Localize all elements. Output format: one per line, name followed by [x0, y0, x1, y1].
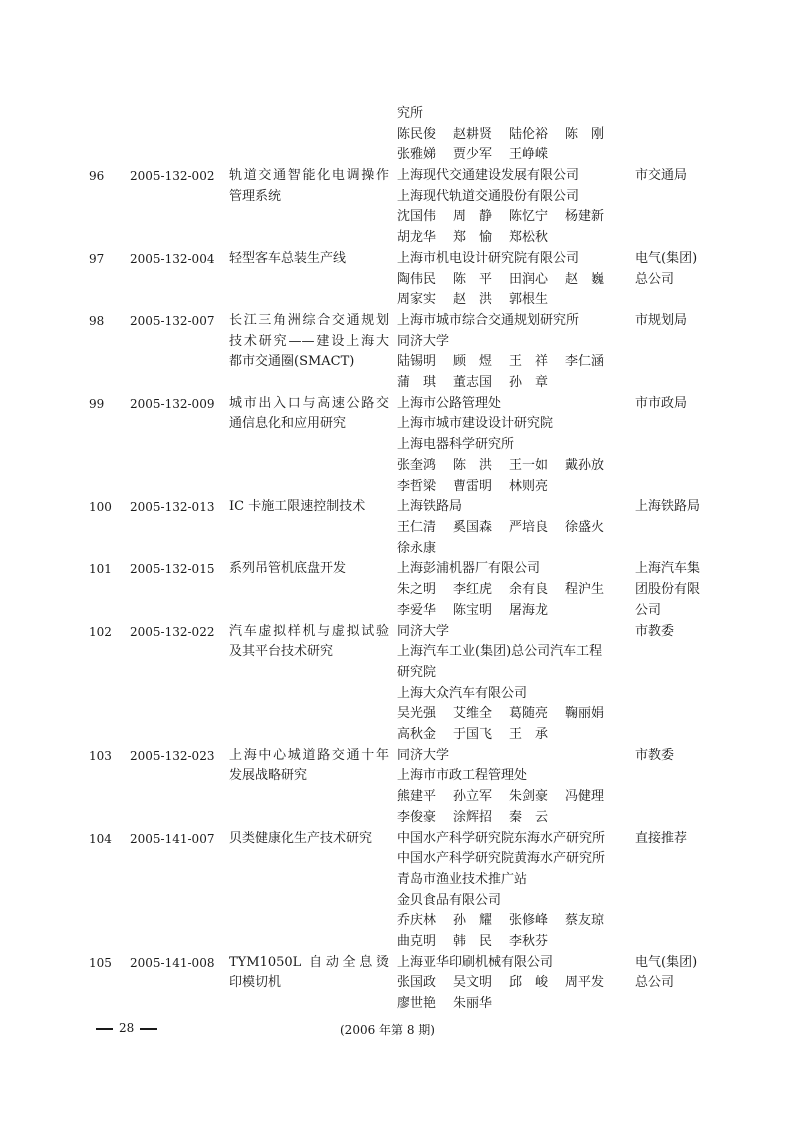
person-name: 蔡友琼: [565, 913, 605, 929]
person-name: 屠海龙: [509, 602, 549, 618]
person-name: 赵 洪: [453, 292, 493, 308]
title-line: 通信息化和应用研究: [229, 416, 347, 432]
person-name: 戴孙放: [565, 457, 605, 473]
recommender-line: 公司: [635, 602, 662, 618]
person-name: 陶伟民: [397, 271, 437, 287]
person-name: 吴文明: [453, 975, 493, 991]
entry-number: 97: [89, 251, 105, 266]
personnel-line: [397, 373, 604, 394]
recommender-line: 市市政局: [635, 395, 688, 411]
entry-recommender: [635, 746, 674, 767]
title-line: 上海中心城道路交通十年: [229, 747, 389, 763]
person-name: 王 祥: [509, 354, 549, 370]
person-name: 孙立军: [453, 789, 493, 805]
person-name: 熊建平: [397, 789, 437, 805]
recommender-line: 市教委: [635, 747, 675, 763]
entry-recommender: [635, 953, 697, 994]
person-name: 葛随亮: [509, 706, 549, 722]
person-name: 陈宝明: [453, 602, 493, 618]
recommender-line: 电气(集团): [635, 250, 698, 266]
person-name: 廖世艳: [397, 996, 437, 1012]
personnel-line: [397, 207, 604, 228]
person-name: 韩 民: [453, 933, 493, 949]
person-name: 王 承: [509, 726, 549, 742]
entry-organizations: [397, 166, 604, 249]
entry-code: 2005-132-023: [130, 748, 215, 763]
person-name: 陈 平: [453, 271, 493, 287]
entry-code: 2005-132-009: [130, 396, 215, 411]
title-line: 轻型客车总装生产线: [229, 250, 347, 266]
org-line: 上海市公路管理处: [397, 395, 502, 411]
org-line: 上海市城市建设设计研究院: [397, 416, 554, 432]
person-name: 赵 巍: [565, 271, 605, 287]
person-name: 孙 章: [509, 375, 549, 391]
entry-number: 103: [89, 748, 112, 763]
person-name: 艾维全: [453, 706, 493, 722]
person-name: 王一如: [509, 457, 549, 473]
continuation-org-column: [397, 104, 604, 166]
person-name: 涂辉招: [453, 809, 493, 825]
entry-number: 98: [89, 314, 105, 328]
title-line: 汽车虚拟样机与虚拟试验: [229, 623, 389, 639]
personnel-line: [397, 539, 604, 560]
personnel-line: [397, 787, 604, 808]
org-line: 中国水产科学研究院黄海水产研究所: [397, 851, 606, 867]
org-line: 上海现代交通建设发展有限公司: [397, 168, 580, 184]
entry-title: [229, 311, 389, 373]
recommender-line: 总公司: [635, 271, 675, 287]
person-name: 于国飞: [453, 726, 493, 742]
entry-code: 2005-141-008: [130, 955, 215, 970]
person-name: 贾少军: [453, 147, 493, 163]
person-name: 孙 耀: [453, 913, 493, 929]
person-name: 奚国森: [453, 519, 493, 535]
person-name: 李俊豪: [397, 809, 437, 825]
person-name: 徐盛火: [565, 519, 605, 535]
personnel-line: [397, 125, 604, 146]
person-name: 周 静: [453, 209, 493, 225]
person-name: 王峥嵘: [509, 147, 549, 163]
recommender-line: 直接推荐: [635, 830, 688, 846]
person-name: 李红虎: [453, 582, 493, 598]
entry-code: 2005-132-015: [130, 562, 215, 577]
entry-organizations: [397, 953, 604, 1015]
personnel-line: [397, 477, 604, 498]
org-line: 上海汽车工业(集团)总公司汽车工程: [397, 644, 603, 660]
entry-number: 100: [89, 500, 112, 515]
person-name: 陆锡明: [397, 354, 437, 370]
personnel-line: [397, 808, 604, 829]
person-name: 陈 刚: [565, 126, 605, 142]
entry-organizations: [397, 622, 604, 746]
person-name: 朱剑豪: [509, 789, 549, 805]
person-name: 程沪生: [565, 582, 605, 598]
person-name: 张修峰: [509, 913, 549, 929]
title-line: TYM1050L 自动全息烫: [229, 954, 389, 970]
person-name: 董志国: [453, 375, 493, 391]
dash-right: [140, 1028, 157, 1030]
person-name: 高秋金: [397, 726, 437, 742]
entry-recommender: [635, 166, 687, 187]
title-line: 及其平台技术研究: [229, 644, 334, 660]
entry-title: [229, 166, 389, 207]
entry-code: 2005-141-007: [130, 831, 215, 846]
title-line: 技术研究——建设上海大: [229, 333, 389, 349]
entry-organizations: [397, 829, 605, 953]
entry-recommender: [635, 829, 687, 850]
entry-organizations: [397, 746, 604, 829]
entry-recommender: [635, 497, 700, 518]
person-name: 周家实: [397, 292, 437, 308]
title-line: 印模切机: [229, 975, 282, 991]
person-name: 张国政: [397, 975, 437, 991]
org-line: 上海大众汽车有限公司: [397, 685, 528, 701]
entry-organizations: [397, 559, 604, 621]
org-line: 究所: [397, 106, 424, 121]
entry-organizations: [397, 249, 604, 311]
personnel-line: [397, 704, 604, 725]
entry-recommender: [635, 311, 687, 332]
entry-number: 99: [89, 396, 105, 411]
entry-title: [229, 829, 389, 850]
page-number-text: 28: [119, 1021, 135, 1035]
person-name: 陈 洪: [453, 457, 493, 473]
personnel-line: [397, 911, 605, 932]
entry-recommender: [635, 559, 700, 621]
entry-organizations: [397, 394, 604, 497]
person-name: 陈民俊: [397, 126, 437, 142]
entry-organizations: [397, 311, 604, 394]
entry-code: 2005-132-013: [130, 500, 215, 515]
org-line: 上海亚华印刷机械有限公司: [397, 954, 554, 970]
org-line: 青岛市渔业技术推广站: [397, 871, 528, 887]
person-name: 田润心: [509, 271, 549, 287]
recommender-line: 上海铁路局: [635, 499, 701, 515]
person-name: 陆伦裕: [509, 126, 549, 142]
person-name: 沈国伟: [397, 209, 437, 225]
org-line: 中国水产科学研究院东海水产研究所: [397, 830, 606, 846]
title-line: 都市交通圈(SMACT): [229, 354, 355, 370]
org-line: 上海电器科学研究所: [397, 437, 515, 453]
recommender-line: 市教委: [635, 623, 675, 639]
recommender-line: 团股份有限: [635, 582, 701, 598]
org-line: 上海彭浦机器厂有限公司: [397, 561, 541, 577]
personnel-line: [397, 270, 604, 291]
org-line: 同济大学: [397, 747, 450, 763]
person-name: 胡龙华: [397, 230, 437, 246]
org-line: 上海市市政工程管理处: [397, 768, 528, 784]
personnel-line: [397, 601, 604, 622]
recommender-line: 总公司: [635, 975, 675, 991]
org-line: 金贝食品有限公司: [397, 892, 502, 908]
entry-organizations: [397, 497, 604, 559]
person-name: 徐永康: [397, 540, 437, 556]
personnel-line: [397, 352, 604, 373]
org-line: 上海市机电设计研究院有限公司: [397, 250, 580, 266]
person-name: 郑 愉: [453, 230, 493, 246]
personnel-line: [397, 725, 604, 746]
title-line: 轨道交通智能化电调操作: [229, 168, 389, 184]
title-line: IC 卡施工限速控制技术: [229, 499, 366, 515]
entry-number: 104: [89, 831, 112, 846]
entry-code: 2005-132-007: [130, 314, 215, 328]
person-name: 朱之明: [397, 582, 437, 598]
entry-number: 96: [89, 169, 105, 184]
recommender-line: 上海汽车集: [635, 561, 701, 577]
recommender-line: 市交通局: [635, 168, 688, 184]
personnel-line: [397, 456, 604, 477]
person-name: 杨建新: [565, 209, 605, 225]
person-name: 周平发: [565, 975, 605, 991]
entry-recommender: [635, 394, 687, 415]
entry-number: 105: [89, 955, 112, 970]
org-line: 研究院: [397, 664, 437, 680]
personnel-line: [397, 932, 605, 953]
personnel-line: [397, 145, 604, 166]
entry-number: 102: [89, 624, 112, 639]
personnel-line: [397, 973, 604, 994]
person-name: 秦 云: [509, 809, 549, 825]
person-name: 邱 峻: [509, 975, 549, 991]
org-line: 同济大学: [397, 333, 450, 349]
person-name: 李秋芬: [509, 933, 549, 949]
dash-left: [96, 1028, 113, 1030]
recommender-line: 市规划局: [635, 313, 688, 328]
person-name: 林则亮: [509, 478, 549, 494]
title-line: 发展战略研究: [229, 768, 308, 784]
page-number: [90, 1021, 163, 1035]
title-line: 贝类健康化生产技术研究: [229, 830, 373, 846]
org-line: 上海铁路局: [397, 499, 463, 515]
person-name: 郑松秋: [509, 230, 549, 246]
entry-code: 2005-132-002: [130, 169, 215, 184]
person-name: 蒲 琪: [397, 375, 437, 391]
person-name: 余有良: [509, 582, 549, 598]
person-name: 王仁清: [397, 519, 437, 535]
person-name: 严培良: [509, 519, 549, 535]
person-name: 曹雷明: [453, 478, 493, 494]
person-name: 张雅娣: [397, 147, 437, 163]
person-name: 张奎鸿: [397, 457, 437, 473]
person-name: 鞠丽娟: [565, 706, 605, 722]
entry-title: [229, 497, 389, 518]
recommender-line: 电气(集团): [635, 954, 698, 970]
entry-title: [229, 559, 389, 580]
org-line: 上海市城市综合交通规划研究所: [397, 313, 580, 328]
entry-recommender: [635, 249, 697, 290]
person-name: 郭根生: [509, 292, 549, 308]
page-footer: [0, 1021, 793, 1041]
org-line: 同济大学: [397, 623, 450, 639]
entry-number: 101: [89, 562, 112, 577]
title-line: 长江三角洲综合交通规划: [229, 313, 389, 328]
title-line: 系列吊管机底盘开发: [229, 561, 347, 577]
title-line: 管理系统: [229, 188, 282, 204]
issue-label: (2006 年第 8 期): [340, 1023, 435, 1037]
person-name: 曲克明: [397, 933, 437, 949]
personnel-line: [397, 228, 604, 249]
person-name: 李爱华: [397, 602, 437, 618]
entry-code: 2005-132-004: [130, 251, 215, 266]
person-name: 乔庆林: [397, 913, 437, 929]
person-name: 朱丽华: [453, 996, 493, 1012]
entry-title: [229, 622, 389, 663]
person-name: 李仁涵: [565, 354, 605, 370]
title-line: 城市出入口与高速公路交: [229, 395, 389, 411]
org-line: 上海现代轨道交通股份有限公司: [397, 188, 580, 204]
entry-code: 2005-132-022: [130, 624, 215, 639]
entry-recommender: [635, 622, 674, 643]
personnel-line: [397, 290, 604, 311]
entry-title: [229, 394, 389, 435]
personnel-line: [397, 994, 604, 1015]
entry-title: [229, 953, 389, 994]
person-name: 顾 煜: [453, 354, 493, 370]
entry-title: [229, 249, 389, 270]
person-name: 赵耕贤: [453, 126, 493, 142]
person-name: 陈忆宁: [509, 209, 549, 225]
entry-title: [229, 746, 389, 787]
personnel-line: [397, 580, 604, 601]
person-name: 李哲梁: [397, 478, 437, 494]
person-name: 吴光强: [397, 706, 437, 722]
personnel-line: [397, 518, 604, 539]
person-name: 冯健理: [565, 789, 605, 805]
